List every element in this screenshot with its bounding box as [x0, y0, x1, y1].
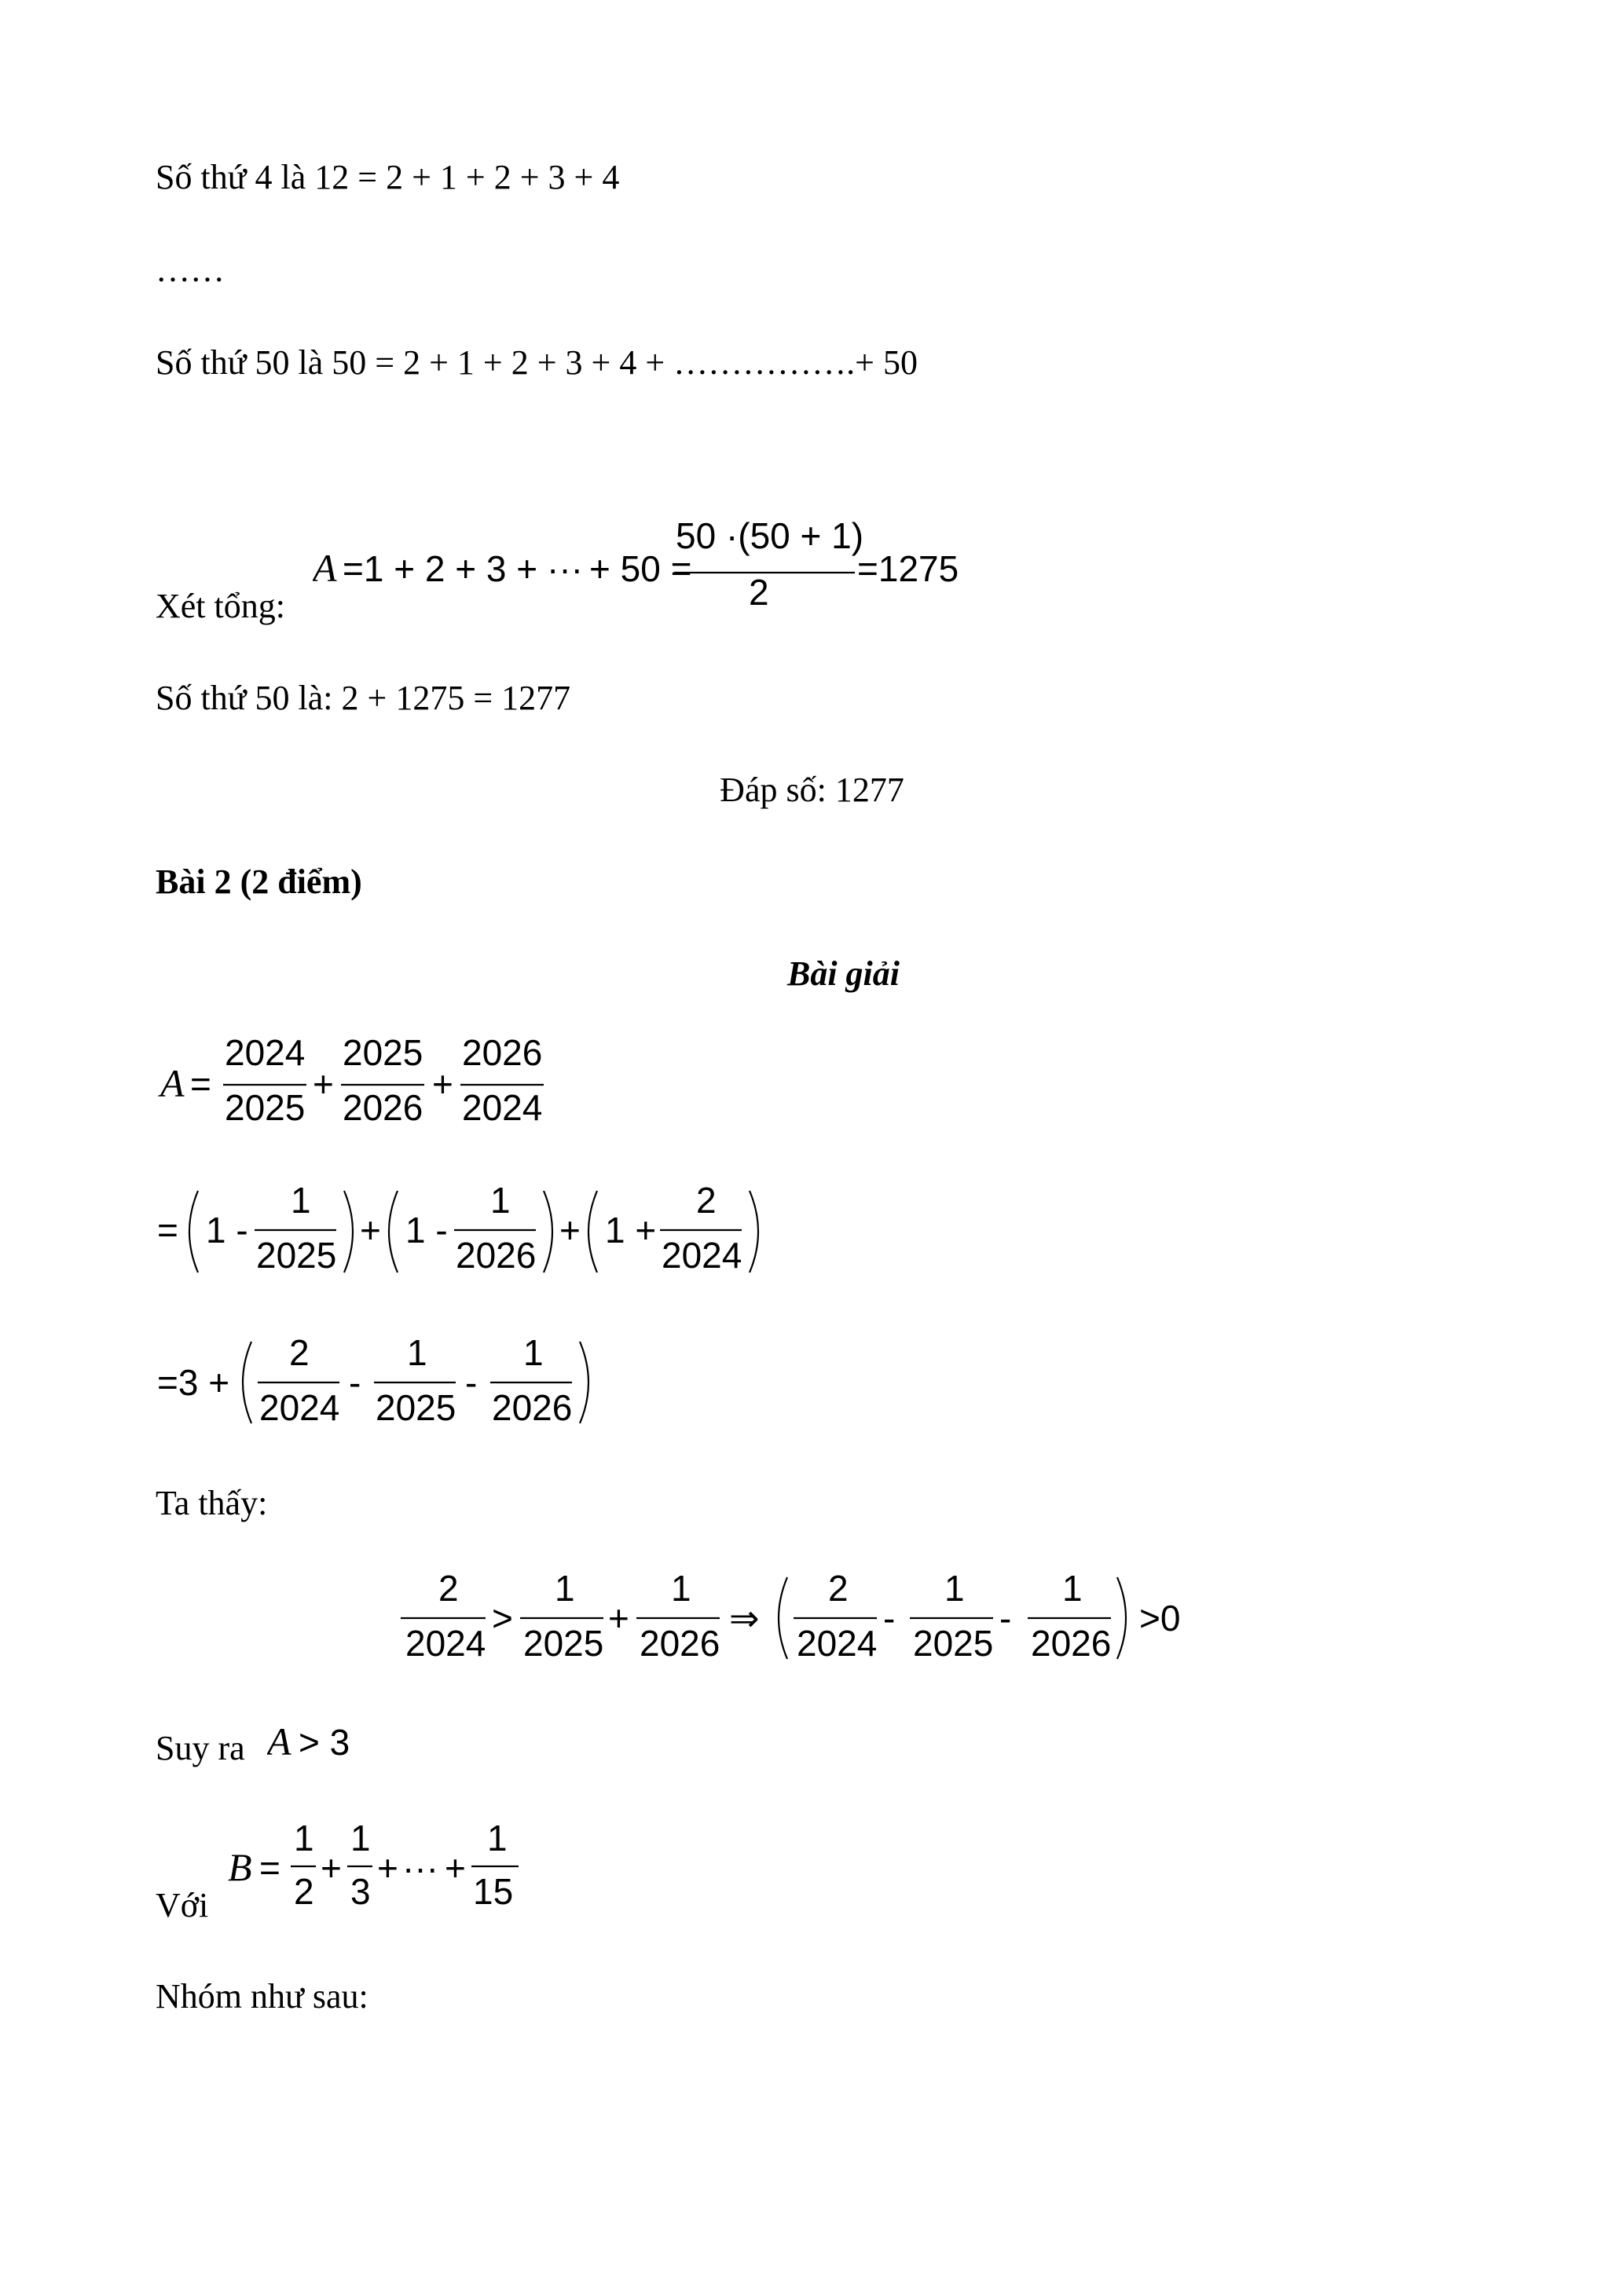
svg-text:=: =: [259, 1847, 280, 1888]
svg-text:> 3: > 3: [299, 1722, 350, 1763]
svg-text:2026: 2026: [462, 1032, 543, 1073]
line-so-thu-4: Số thứ 4 là 12 = 2 + 1 + 2 + 3 + 4: [156, 158, 620, 196]
svg-text:-: -: [465, 1362, 478, 1403]
svg-text:>0: >0: [1139, 1598, 1181, 1639]
svg-text:15: 15: [473, 1871, 514, 1912]
line-ellipsis: ……: [156, 251, 225, 289]
svg-text:+: +: [432, 1064, 453, 1104]
svg-text:1: 1: [671, 1568, 691, 1609]
formula-A-step3: [157, 1327, 629, 1446]
heading-bai-2: Bài 2 (2 điểm): [156, 862, 362, 901]
svg-text:+: +: [377, 1847, 398, 1888]
line-xet-tong: Xét tổng:: [156, 587, 285, 625]
svg-text:-: -: [999, 1598, 1012, 1639]
svg-text:A: A: [160, 1061, 185, 1105]
formula-A: [157, 1029, 566, 1148]
svg-text:1: 1: [407, 1332, 427, 1373]
line-so-thu-50: Số thứ 50 là 50 = 2 + 1 + 2 + 3 + 4 + …………….+ 50: [156, 343, 918, 382]
svg-text:3: 3: [350, 1871, 371, 1912]
line-voi: Với: [156, 1886, 209, 1924]
svg-text:2024: 2024: [259, 1387, 340, 1428]
svg-text:1: 1: [350, 1818, 371, 1858]
svg-text:2025: 2025: [913, 1623, 994, 1664]
svg-text:2024: 2024: [662, 1235, 742, 1276]
svg-text:1: 1: [523, 1332, 544, 1373]
svg-text:A: A: [313, 546, 337, 590]
svg-text:2024: 2024: [462, 1087, 543, 1128]
svg-text:+: +: [559, 1210, 581, 1251]
formula-sum-A: [313, 511, 988, 637]
svg-text:2: 2: [438, 1568, 459, 1609]
svg-text:-: -: [349, 1362, 361, 1403]
line-ta-thay: Ta thấy:: [156, 1484, 268, 1522]
svg-text:2024: 2024: [797, 1623, 878, 1664]
svg-text:2: 2: [696, 1180, 717, 1221]
svg-text:+: +: [321, 1847, 342, 1888]
svg-text:2: 2: [828, 1568, 849, 1609]
svg-text:2026: 2026: [343, 1087, 423, 1128]
svg-text:+: +: [445, 1847, 466, 1888]
line-so-thu-50-result: Số thứ 50 là: 2 + 1275 = 1277: [156, 679, 571, 717]
svg-text:1: 1: [487, 1818, 508, 1858]
svg-text:2: 2: [294, 1871, 314, 1912]
svg-text:1 -: 1 -: [405, 1210, 448, 1251]
svg-text:A: A: [267, 1719, 291, 1763]
heading-bai-giai: Bài giải: [786, 954, 900, 993]
formula-B: [228, 1814, 542, 1933]
svg-text:=1 + 2 + 3 +: =1 + 2 + 3 +: [343, 548, 538, 589]
svg-text:+ 50 =: + 50 =: [589, 548, 692, 589]
svg-text:1: 1: [555, 1568, 575, 1609]
svg-text:>: >: [492, 1598, 513, 1639]
svg-text:2026: 2026: [1031, 1623, 1112, 1664]
svg-text:2025: 2025: [523, 1623, 604, 1664]
svg-text:1: 1: [291, 1180, 311, 1221]
svg-text:1: 1: [1062, 1568, 1083, 1609]
svg-text:2026: 2026: [640, 1623, 720, 1664]
svg-text:+: +: [313, 1064, 334, 1104]
svg-text:50 ·(50 + 1): 50 ·(50 + 1): [676, 515, 864, 556]
svg-text:1: 1: [490, 1180, 511, 1221]
formula-A-step2: [157, 1178, 786, 1297]
svg-text:+: +: [608, 1598, 629, 1639]
formula-inequality: [401, 1562, 1226, 1680]
line-suy-ra: Suy ra: [156, 1729, 245, 1767]
svg-text:=: =: [190, 1064, 211, 1104]
svg-text:1 -: 1 -: [206, 1210, 248, 1251]
formula-A-gt-3: [267, 1717, 377, 1781]
svg-text:2025: 2025: [376, 1387, 456, 1428]
svg-text:2024: 2024: [225, 1032, 306, 1073]
svg-text:2025: 2025: [343, 1032, 423, 1073]
svg-text:1: 1: [294, 1818, 314, 1858]
svg-text:B: B: [228, 1845, 252, 1889]
svg-text:···: ···: [402, 1847, 438, 1888]
svg-text:⇒: ⇒: [729, 1598, 760, 1639]
svg-text:2026: 2026: [492, 1387, 573, 1428]
svg-text:2026: 2026: [456, 1235, 537, 1276]
answer-line: Đáp số: 1277: [720, 771, 904, 809]
line-nhom-nhu-sau: Nhóm như sau:: [156, 1977, 368, 2016]
svg-text:···: ···: [547, 548, 583, 589]
svg-text:1 +: 1 +: [605, 1210, 657, 1251]
svg-text:2024: 2024: [405, 1623, 486, 1664]
svg-text:=3 +: =3 +: [157, 1362, 230, 1403]
svg-text:2: 2: [289, 1332, 310, 1373]
svg-text:1: 1: [944, 1568, 965, 1609]
svg-text:2025: 2025: [225, 1087, 306, 1128]
svg-text:+: +: [360, 1210, 381, 1251]
svg-text:2025: 2025: [256, 1235, 337, 1276]
svg-text:=: =: [157, 1210, 178, 1251]
svg-text:-: -: [883, 1598, 896, 1639]
svg-text:2: 2: [749, 572, 769, 613]
svg-text:=1275: =1275: [857, 548, 959, 589]
